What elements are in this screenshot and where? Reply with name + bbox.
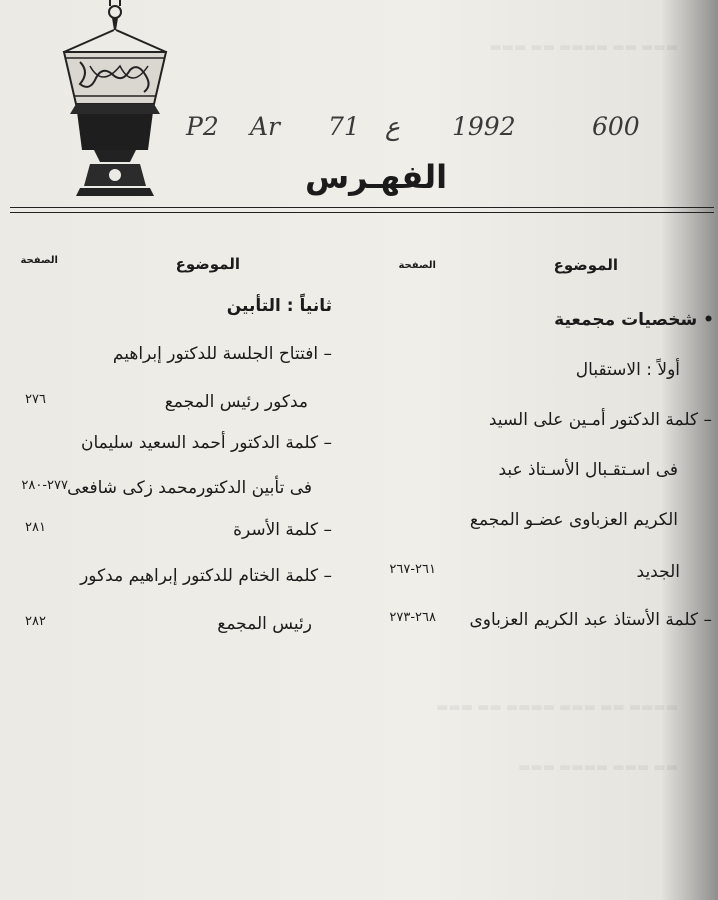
page-number: ٢٦١-٢٦٧ [389,562,436,577]
toc-entry: الجديد [636,562,680,582]
page-number: ٢٦٨-٢٧٣ [389,610,436,625]
handwritten-code: 71 [328,112,360,141]
bleed-through-text: ▬▬▬ ▬▬ ▬▬▬▬ ▬▬ ▬▬▬ [489,40,678,55]
subsection-heading: أولاً : الاستقبال [575,360,680,380]
toc-entry: – افتتاح الجلسة للدكتور إبراهيم [112,344,332,364]
handwritten-code: 600 [592,112,640,141]
page-number: ٢٨٢ [25,614,46,629]
section-heading: • شخصيات مجمعية [554,310,714,330]
subject-header-left: الموضوع [175,255,240,273]
toc-entry: فى اسـتقـبال الأسـتاذ عبد [498,460,678,480]
page-number: ٢٨١ [25,520,46,535]
title-rule [10,207,714,208]
subject-header-right: الموضوع [553,256,618,274]
bleed-through-text: ▬▬ ▬▬▬ ▬▬▬▬ ▬▬▬ [518,760,678,775]
handwritten-code: Ar [250,112,281,141]
toc-entry: – كلمة الأسرة [233,520,332,540]
page-title: الفهـرس [305,158,448,196]
toc-entry: – كلمة الأستاذ عبد الكريم العزباوى [469,610,712,630]
page-header-right: الصفحة [398,260,436,271]
toc-entry: الكريم العزباوى عضـو المجمع [469,510,678,530]
toc-entry: – كلمة الدكتور أمـين على السيد [488,410,712,430]
page-number: ٢٧٦ [25,392,46,407]
handwritten-code: 1992 [452,112,516,141]
title-rule [10,212,714,213]
toc-entry: – كلمة الختام للدكتور إبراهيم مدكور [80,566,332,586]
handwritten-code: ع [385,112,400,141]
toc-entry: – كلمة الدكتور أحمد السعيد سليمان [80,433,332,453]
lantern-emblem [50,0,180,200]
toc-entry: فى تأبين الدكتورمحمد زكى شافعى [67,478,312,498]
subsection-heading: ثانياً : التأبين [226,296,332,316]
page-header-left: الصفحة [20,255,58,266]
toc-entry: مدكور رئيس المجمع [164,392,308,412]
bleed-through-text: ▬▬▬▬ ▬▬ ▬▬▬ ▬▬▬▬ ▬▬ ▬▬▬ [436,700,678,715]
handwritten-code: P2 [186,112,219,141]
toc-entry: رئيس المجمع [217,614,312,634]
page-number: ٢٧٧-٢٨٠ [21,478,68,493]
